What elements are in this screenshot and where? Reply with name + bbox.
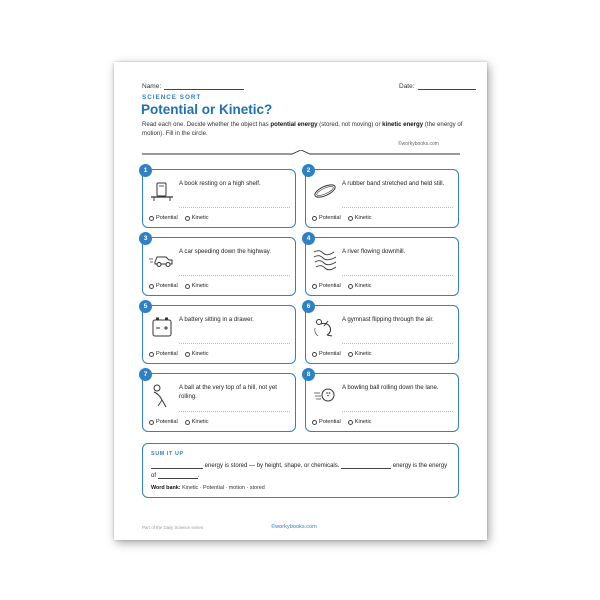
date-label: Date:	[399, 83, 415, 90]
option-potential[interactable]	[149, 419, 178, 425]
answer-options	[312, 351, 379, 357]
option-label: Potential	[156, 419, 178, 425]
name-line[interactable]	[164, 84, 244, 90]
name-field[interactable]	[142, 83, 244, 90]
option-kinetic[interactable]	[185, 351, 209, 357]
question-number: 3	[139, 232, 152, 245]
question-text: A battery sitting in a drawer.	[179, 316, 254, 323]
ball-on-hill-icon	[149, 382, 175, 408]
radio-circle[interactable]	[149, 216, 154, 221]
option-label: Kinetic	[191, 419, 209, 425]
worksheet-page	[114, 62, 487, 540]
question-card-4	[305, 237, 459, 296]
word-bank	[151, 485, 265, 491]
question-text: A car speeding down the highway.	[179, 248, 272, 255]
blank-3[interactable]	[158, 473, 198, 479]
question-number: 6	[302, 300, 315, 313]
option-label: Kinetic	[191, 351, 209, 357]
radio-circle[interactable]	[348, 352, 353, 357]
radio-circle[interactable]	[149, 284, 154, 289]
option-potential[interactable]	[312, 419, 341, 425]
radio-circle[interactable]	[348, 284, 353, 289]
answer-options	[312, 215, 379, 221]
sum-sentence-1	[151, 463, 447, 469]
intro-bold-kinetic: kinetic energy	[382, 121, 424, 128]
question-number: 7	[139, 368, 152, 381]
blank-2[interactable]	[341, 463, 391, 469]
option-label: Potential	[156, 215, 178, 221]
option-label: Kinetic	[191, 283, 209, 289]
section-eyebrow: SCIENCE SORT	[142, 94, 202, 101]
page-title: Potential or Kinetic?	[141, 102, 273, 117]
word-bank-words: Kinetic · Potential · motion · stored	[182, 485, 265, 491]
answer-line	[342, 343, 453, 344]
question-card-8	[305, 373, 459, 432]
option-kinetic[interactable]	[348, 283, 372, 289]
answer-options	[312, 283, 379, 289]
answer-options	[149, 351, 216, 357]
radio-circle[interactable]	[348, 420, 353, 425]
question-text: A book resting on a high shelf.	[179, 180, 261, 187]
answer-line	[342, 207, 453, 208]
option-label: Kinetic	[354, 419, 372, 425]
radio-circle[interactable]	[185, 352, 190, 357]
question-card-1	[142, 169, 296, 228]
option-label: Potential	[319, 283, 341, 289]
option-potential[interactable]	[149, 283, 178, 289]
river-icon	[312, 246, 338, 272]
question-number: 2	[302, 164, 315, 177]
word-bank-label: Word bank:	[151, 485, 181, 491]
gymnast-icon	[312, 314, 338, 340]
option-label: Potential	[319, 215, 341, 221]
answer-line	[179, 275, 290, 276]
radio-circle[interactable]	[149, 352, 154, 357]
question-text: A gymnast flipping through the air.	[342, 316, 434, 323]
question-card-6	[305, 305, 459, 364]
option-potential[interactable]	[312, 351, 341, 357]
option-kinetic[interactable]	[185, 215, 209, 221]
option-label: Potential	[319, 351, 341, 357]
blank-1[interactable]	[151, 463, 203, 469]
question-text: A river flowing downhill.	[342, 248, 406, 255]
answer-line	[179, 207, 290, 208]
intro-text-2: (stored, not moving) or	[317, 121, 383, 128]
option-label: Potential	[156, 351, 178, 357]
sum-it-up-box	[142, 443, 459, 498]
option-label: Kinetic	[354, 351, 372, 357]
answer-line	[342, 411, 453, 412]
option-kinetic[interactable]	[348, 215, 372, 221]
question-text: A rubber band stretched and held still.	[342, 180, 445, 187]
option-potential[interactable]	[312, 283, 341, 289]
option-potential[interactable]	[149, 351, 178, 357]
intro-text-3: (the energy of motion). Fill in the circle.	[142, 121, 463, 137]
radio-circle[interactable]	[185, 420, 190, 425]
radio-circle[interactable]	[149, 420, 154, 425]
question-number: 5	[139, 300, 152, 313]
radio-circle[interactable]	[185, 216, 190, 221]
battery-icon	[149, 314, 175, 340]
option-kinetic[interactable]	[185, 419, 209, 425]
date-field[interactable]	[399, 83, 476, 90]
question-number: 8	[302, 368, 315, 381]
option-label: Potential	[156, 283, 178, 289]
radio-circle[interactable]	[312, 352, 317, 357]
answer-line	[342, 275, 453, 276]
answer-line	[179, 411, 290, 412]
radio-circle[interactable]	[348, 216, 353, 221]
question-number: 1	[139, 164, 152, 177]
answer-line	[179, 343, 290, 344]
radio-circle[interactable]	[185, 284, 190, 289]
intro-bold-potential: potential energy	[270, 121, 318, 128]
question-number: 4	[302, 232, 315, 245]
divider-line	[142, 150, 460, 158]
question-card-3	[142, 237, 296, 296]
radio-circle[interactable]	[312, 284, 317, 289]
sum-text-a: energy is stored — by height, shape, or chemicals.	[204, 463, 340, 469]
intro-text-1: Read each one. Decide whether the object has	[142, 121, 271, 128]
question-card-2	[305, 169, 459, 228]
sum-text-of: of	[151, 473, 157, 479]
question-card-5	[142, 305, 296, 364]
option-kinetic[interactable]	[185, 283, 209, 289]
sum-title: SUM IT UP	[151, 451, 184, 457]
credit-top: ©workybooks.com	[398, 141, 439, 147]
sum-sentence-2: of .	[151, 473, 200, 479]
answer-options	[149, 419, 216, 425]
book-on-shelf-icon	[149, 178, 175, 204]
option-potential[interactable]	[149, 215, 178, 221]
car-icon	[149, 246, 175, 272]
option-label: Kinetic	[354, 215, 372, 221]
answer-options	[149, 215, 216, 221]
footer-series: Part of the Daily Science series	[142, 525, 204, 530]
question-card-7	[142, 373, 296, 432]
option-kinetic[interactable]	[348, 419, 372, 425]
sum-text-b: energy is the energy	[392, 463, 448, 469]
question-text: A bowling ball rolling down the lane.	[342, 384, 439, 391]
rubber-band-icon	[312, 178, 338, 204]
footer-credit[interactable]: ©workybooks.com	[271, 524, 317, 530]
bowling-ball-icon	[312, 382, 338, 408]
option-kinetic[interactable]	[348, 351, 372, 357]
answer-options	[149, 283, 216, 289]
question-text: A ball at the very top of a hill, not yet rolling.	[179, 384, 277, 400]
name-label: Name:	[142, 83, 162, 90]
option-label: Potential	[319, 419, 341, 425]
radio-circle[interactable]	[312, 420, 317, 425]
option-potential[interactable]	[312, 215, 341, 221]
date-line[interactable]	[418, 84, 476, 90]
option-label: Kinetic	[354, 283, 372, 289]
option-label: Kinetic	[191, 215, 209, 221]
radio-circle[interactable]	[312, 216, 317, 221]
answer-options	[312, 419, 379, 425]
instructions	[142, 120, 464, 138]
